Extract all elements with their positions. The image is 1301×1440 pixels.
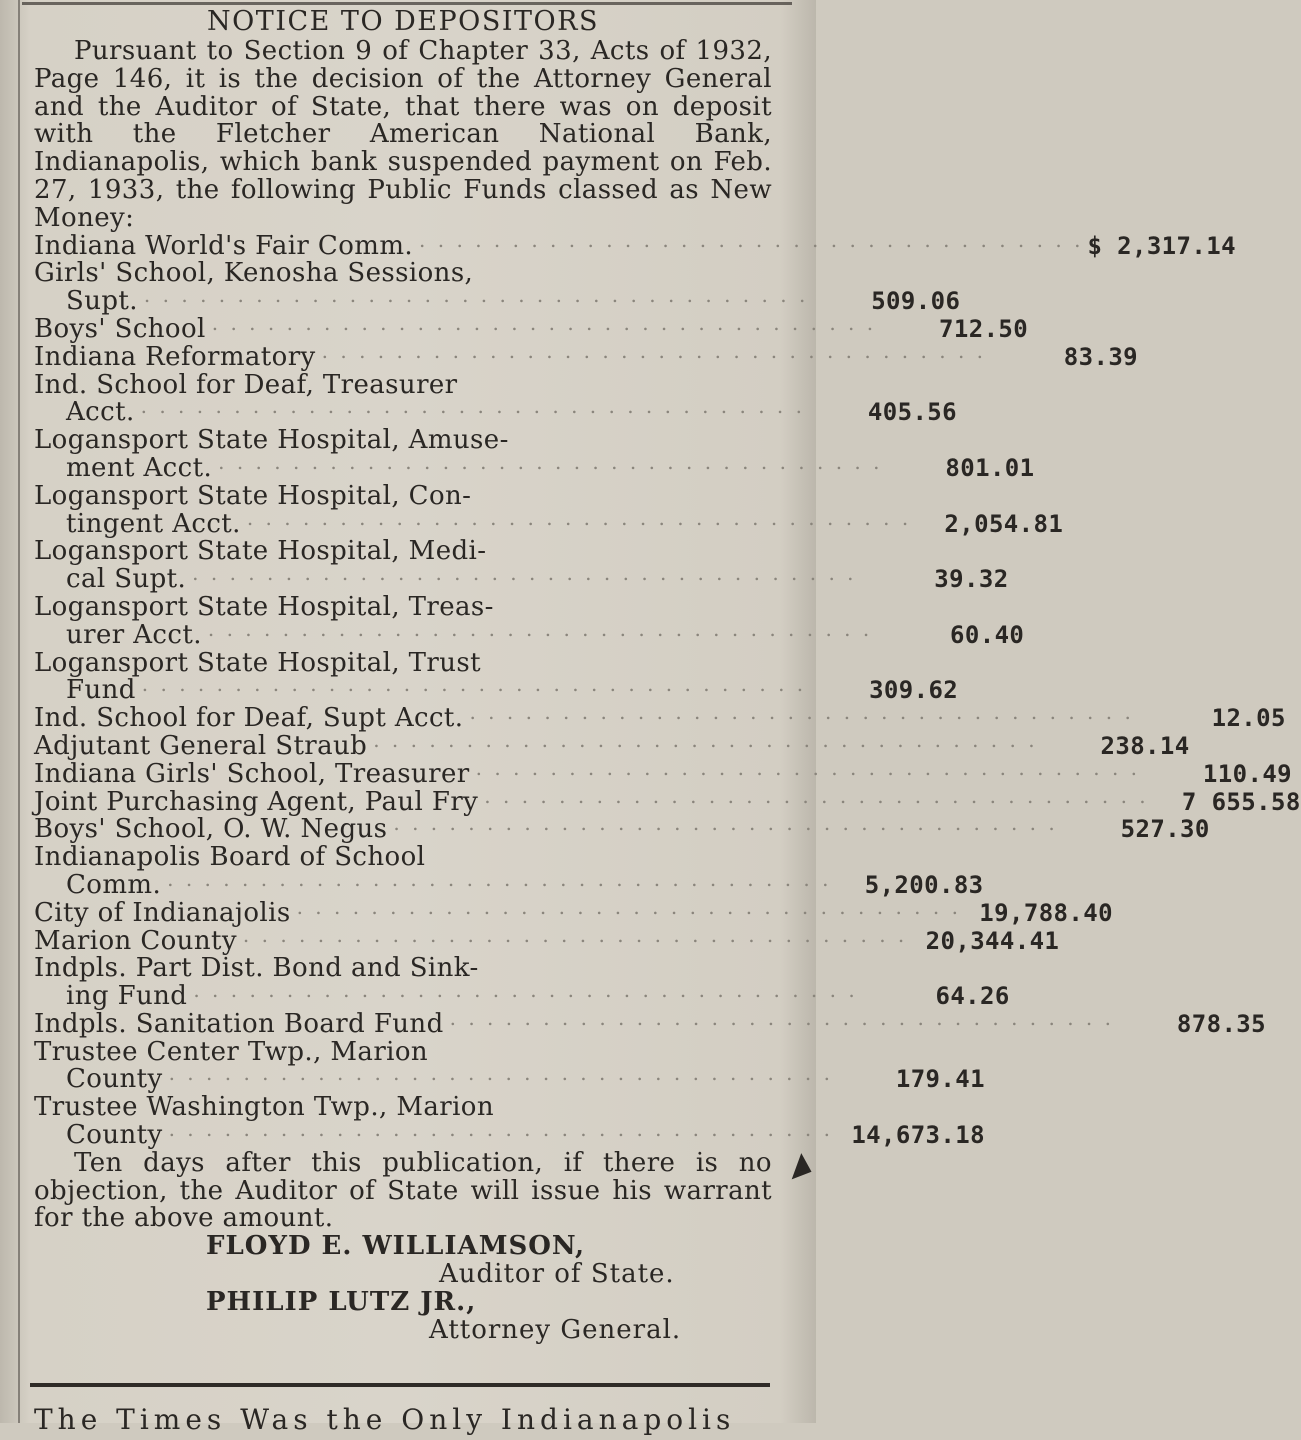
signer-title-attorney: Attorney General. [429,1314,682,1345]
intro-paragraph [34,38,772,233]
leader-dots: . . . . . . . . . . . . . . . . . . . . . . . . . . . . . . . . . . . . [469,700,1134,725]
fund-amount: 527.30 [1120,815,1210,844]
fund-entry [34,811,1210,845]
fund-amount: 39.32 [934,565,1009,594]
fund-entry [34,922,1060,956]
leader-dots: . . . . . . . . . . . . . . . . . . . . . . . . . . . . . . . . . . . . [475,755,1141,780]
fund-name-continued: tingent Acct. [66,508,241,539]
fund-name: Trustee Washington Twp., Marion [34,1092,494,1123]
fund-entry [34,1036,985,1095]
leader-dots: . . . . . . . . . . . . . . . . . . . . . . . . . . . . . . . . . . . . [242,922,908,947]
fund-name-continued: Acct. [66,397,135,428]
leader-dots: . . . . . . . . . . . . . . . . . . . . . . . . . . . . . . . . . . . . [207,616,873,641]
fund-name: Indiana Reformatory [34,341,316,372]
leader-dots: . . . . . . . . . . . . . . . . . . . . . . . . . . . . . . . . . . . . [393,811,1058,836]
fund-name-continued: urer Acct. [66,619,202,650]
signer-name-attorney: PHILIP LUTZ JR., [206,1286,477,1317]
leader-dots: . . . . . . . . . . . . . . . . . . . . . . . . . . . . . . . . . . . . [449,1005,1115,1030]
leader-dots: . . . . . . . . . . . . . . . . . . . . . . . . . . . . . . . . . . . . [192,561,857,586]
fund-entry [34,953,1010,1012]
signer-title-auditor: Auditor of State. [439,1259,675,1290]
fund-name: Logansport State Hospital, Treas- [34,591,494,622]
fund-entry [34,258,961,317]
fund-name: Marion County [34,925,237,956]
fund-name: Ind. School for Deaf, Treasurer [34,369,458,400]
fund-name: Boys' School, O. W. Negus [34,814,388,845]
funds-list [34,227,1301,1151]
fund-amount: 20,344.41 [925,926,1060,955]
fund-entry [34,1005,1267,1039]
leader-dots: . . . . . . . . . . . . . . . . . . . . . . . . . . . . . . . . . . . . [218,449,883,474]
leader-dots: . . . . . . . . . . . . . . . . . . . . . . . . . . . . . . . . . . . . [140,394,806,419]
fund-amount: 405.56 [867,398,958,427]
column-rule [18,0,20,1423]
fund-amount: 238.14 [1100,731,1190,760]
fund-name: Trustee Center Twp., Marion [34,1036,429,1067]
fund-amount: 19,788.40 [979,898,1113,927]
fund-name: Girls' School, Kenosha Sessions, [34,258,474,289]
fund-name-continued: ment Acct. [66,452,213,483]
fund-amount: 5,200.83 [864,870,984,899]
fund-entry [34,842,984,900]
fund-amount: 179.41 [895,1065,985,1094]
leader-dots: . . . . . . . . . . . . . . . . . . . . . . . . . . . . . . . . . . . . [211,310,877,335]
fund-amount: 60.40 [950,620,1025,649]
fund-name: Indiana World's Fair Comm. [34,230,414,261]
fund-entry [34,480,1064,539]
bottom-rule [30,1383,770,1387]
fund-name: Boys' School [34,313,206,344]
fund-name-continued: Comm. [66,869,162,900]
fund-name: City of Indianajolis [34,897,291,928]
fund-name-continued: cal Supt. [66,564,187,595]
leader-dots: . . . . . . . . . . . . . . . . . . . . . . . . . . . . . . . . . . . . [321,338,987,363]
fund-name-continued: County [66,1120,163,1151]
leader-dots: . . . . . . . . . . . . . . . . . . . . . . . . . . . . . . . . . . . . [167,866,832,891]
closing-paragraph [34,1147,772,1234]
fund-amount: 878.35 [1176,1009,1267,1038]
next-article-headline: The Times Was the Only Indianapolis [34,1403,736,1436]
fund-name: Indpls. Sanitation Board Fund [34,1008,444,1039]
fund-name: Indianapolis Board of School [34,842,426,873]
fund-name: Logansport State Hospital, Con- [34,480,472,511]
signer-name-auditor: FLOYD E. WILLIAMSON, [206,1231,586,1262]
leader-dots: . . . . . . . . . . . . . . . . . . . . . . . . . . . . . . . . . . . . [168,1061,833,1086]
leader-dots: . . . . . . . . . . . . . . . . . . . . . . . . . . . . . . . . . . . . [168,1117,833,1142]
fund-name: Indiana Girls' School, Treasurer [34,758,470,789]
fund-amount: 110.49 [1202,759,1293,788]
fund-amount: $ 2,317.14 [1087,231,1236,260]
fund-amount: 2,054.81 [944,509,1064,538]
leader-dots: . . . . . . . . . . . . . . . . . . . . . . . . . . . . . . . . . . . . [373,727,1038,752]
fund-amount: 712.50 [939,314,1029,343]
leader-dots: . . . . . . . . . . . . . . . . . . . . . . . . . . . . . . . . . . . . [143,283,809,308]
fund-entry [34,1092,985,1151]
fund-name-continued: Fund [66,675,136,706]
fund-entry [34,338,1139,372]
leader-dots: . . . . . . . . . . . . . . . . . . . . . . . . . . . . . . . . . . . . [296,894,961,919]
leader-dots: . . . . . . . . . . . . . . . . . . . . . . . . . . . . . . . . . . . . [193,978,858,1003]
fund-name: Logansport State Hospital, Trust [34,647,481,678]
fund-name: Ind. School for Deaf, Supt Acct. [34,703,464,734]
fund-name-continued: County [66,1064,163,1095]
notice-to-depositors [34,4,1301,1345]
fund-entry [34,369,958,428]
fund-amount: 509.06 [871,287,961,316]
fund-name: Indpls. Part Dist. Bond and Sink- [34,953,479,984]
fund-name-continued: ing Fund [66,981,188,1012]
fund-amount: 12.05 [1211,704,1286,733]
fund-amount: 14,673.18 [851,1121,985,1150]
fund-amount: 64.26 [935,982,1010,1011]
fund-entry [34,536,1009,595]
notice-title: NOTICE TO DEPOSITORS [207,6,599,37]
fund-entry [34,227,1236,261]
fund-amount: 309.62 [869,676,959,705]
fund-entry [34,647,959,706]
fund-name: Logansport State Hospital, Medi- [34,536,487,567]
fund-name: Adjutant General Straub [34,730,368,761]
fund-name: Joint Purchasing Agent, Paul Fry [34,786,479,817]
fund-entry [34,591,1025,650]
fund-amount: 801.01 [945,453,1035,482]
fund-amount: 83.39 [1063,342,1139,371]
fund-amount: 7 655.58 [1181,787,1301,816]
leader-dots: . . . . . . . . . . . . . . . . . . . . . . . . . . . . . . . . . . . . [419,227,1084,252]
intro-text: Pursuant to Section 9 of Chapter 33, Acts of 1932, Page 146, it is the decision of the Attorney General and the Auditor of State, that there was on deposit with the Fletcher American National Bank, Indianapolis, which bank suspended payment on Feb. 27, 1933, the following Public Funds classed as New Money: [34,36,772,233]
fund-name: Logansport State Hospital, Amuse- [34,425,509,456]
leader-dots: . . . . . . . . . . . . . . . . . . . . . . . . . . . . . . . . . . . . [141,672,807,697]
closing-text: Ten days after this publication, if there is no objection, the Auditor of State will issue his warrant for the above amount. [34,1147,772,1234]
leader-dots: . . . . . . . . . . . . . . . . . . . . . . . . . . . . . . . . . . . . [246,505,912,530]
fund-name-continued: Supt. [66,286,138,317]
fund-entry [34,425,1035,483]
leader-dots: . . . . . . . . . . . . . . . . . . . . . . . . . . . . . . . . . . . . [484,783,1149,808]
